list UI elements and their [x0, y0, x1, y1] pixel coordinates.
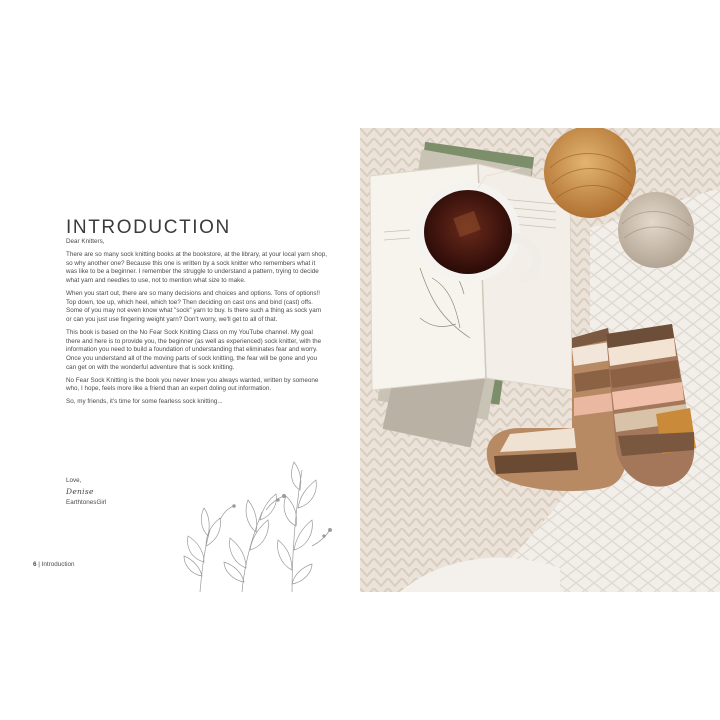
paragraph-5: So, my friends, it's time for some fearless sock knitting... [66, 398, 223, 406]
author-handle: EarthtonesGirl [66, 499, 107, 506]
paragraph-2: When you start out, there are so many decisions and choices and options. Tons of options!! Top down, toe up, which heel, which toe? Then deciding on cast ons and bind (cast) offs. Some of you may not even know what "sock" yarn to buy. Is there such a thing as sock yarn or can you just use fingering weight yarn? Don't worry, we'll get to all of that. [66, 289, 322, 323]
left-page [0, 128, 360, 592]
botanical-leaves-illustration [180, 450, 340, 592]
photo-socks-tea-book-yarn [360, 128, 720, 592]
page-footer [33, 561, 75, 568]
paragraph-3: This book is based on the No Fear Sock Knitting Class on my YouTube channel. My goal there and here is to provide you, the beginner (as well as experienced) sock knitter, with the information you need to build a foundation of understanding that eliminates fear and worry. Once you understand all of the moving parts of sock knitting, the fear will be gone and you can get on with the wonderful adventure that is sock knitting. [66, 328, 322, 371]
signature: Denise [66, 487, 94, 496]
footer-section: Introduction [41, 561, 75, 568]
salutation: Dear Knitters, [66, 238, 105, 245]
page-number: 6 [33, 561, 37, 568]
closing: Love, [66, 477, 82, 484]
footer-separator: | [38, 561, 40, 568]
paragraph-1: There are so many sock knitting books at the bookstore, at the library, at your local yarn shop, so why another one? Because this one is written by a sock knitter who remembers what it was like to be a beginner. I remember the struggle to understand a pattern, trying to decide what yarn and needles to use, not to mention what size to make. [66, 250, 327, 284]
paragraph-4: No Fear Sock Knitting is the book you never knew you always wanted, written by someone who, I hope, feels more like a friend than an expert doling out information. [66, 376, 319, 393]
page-title: INTRODUCTION [66, 216, 231, 238]
intro-body [66, 238, 328, 411]
